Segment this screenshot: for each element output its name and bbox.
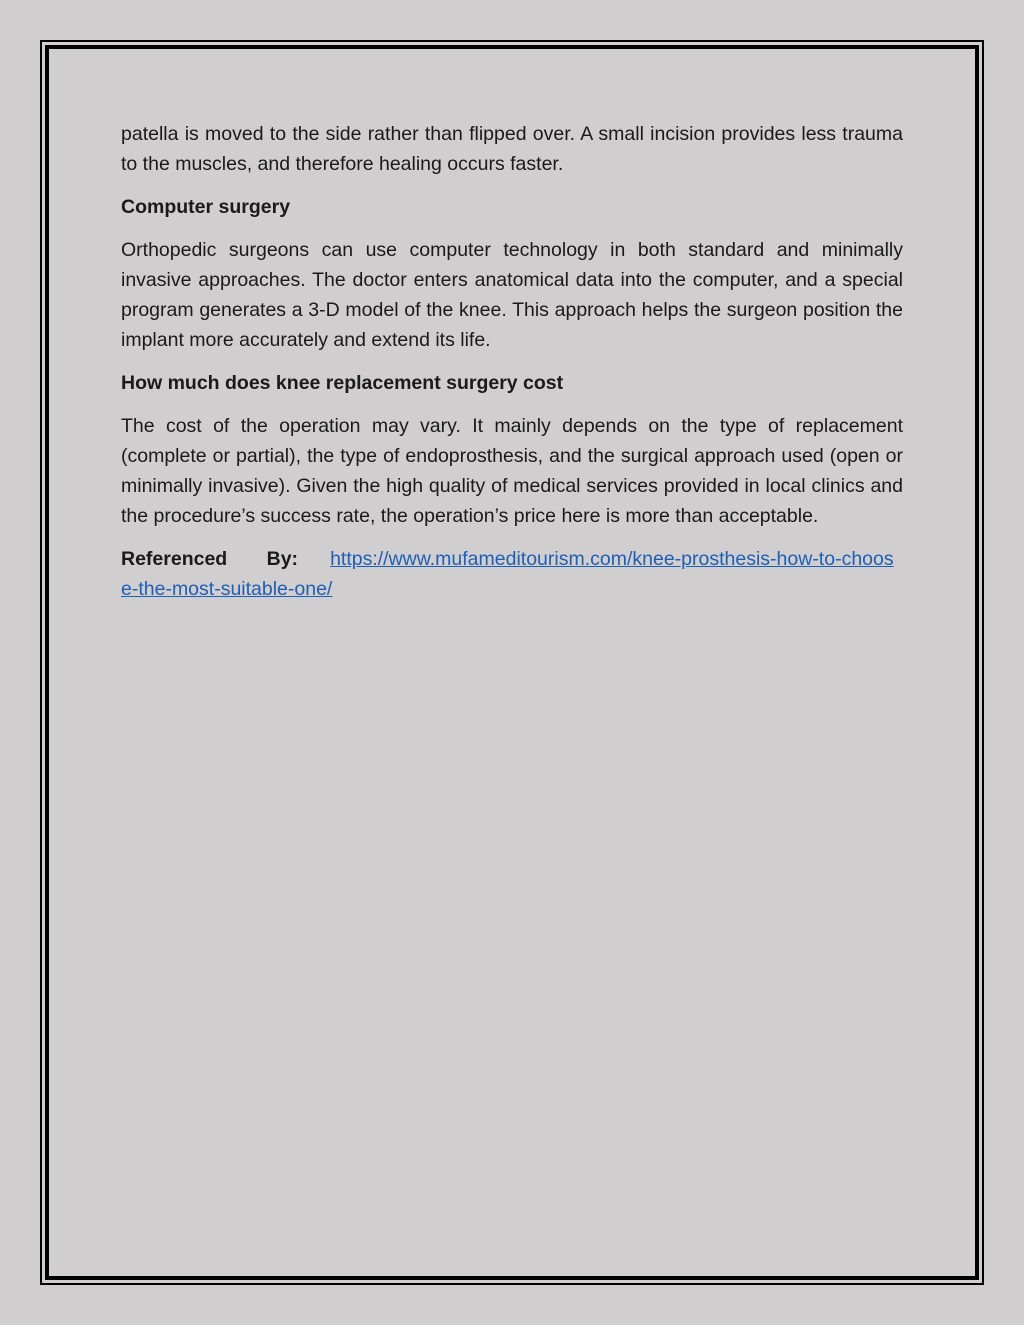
cost-heading: How much does knee replacement surgery cost [121,372,564,394]
reference-label: Referenced By: [121,548,299,570]
computer-surgery-paragraph: Orthopedic surgeons can use computer technology in both standard and minimally invasive approaches. The doctor enters anatomical data into the computer, and a special program generates a 3-D model of the knee. This approach helps the surgeon position the implant more accurately and extend its life. [121,239,903,351]
computer-surgery-heading: Computer surgery [121,196,291,218]
cost-paragraph: The cost of the operation may vary. It mainly depends on the type of replacement (complete or partial), the type of endoprosthesis, and the surgical approach used (open or minimally invasive). Given the high quality of medical services provided in local clinics and the procedure’s success rate, the operation’s price here is more than acceptable. [121,415,903,527]
intro-paragraph: patella is moved to the side rather than flipped over. A small incision provides less trauma to the muscles, and therefore healing occurs faster. [121,123,903,175]
document-body [121,119,903,617]
reference-link[interactable]: https://www.mufameditourism.com/knee-prosthesis-how-to-choose-the-most-suitable-one/ [121,548,894,600]
reference-line [121,544,903,604]
